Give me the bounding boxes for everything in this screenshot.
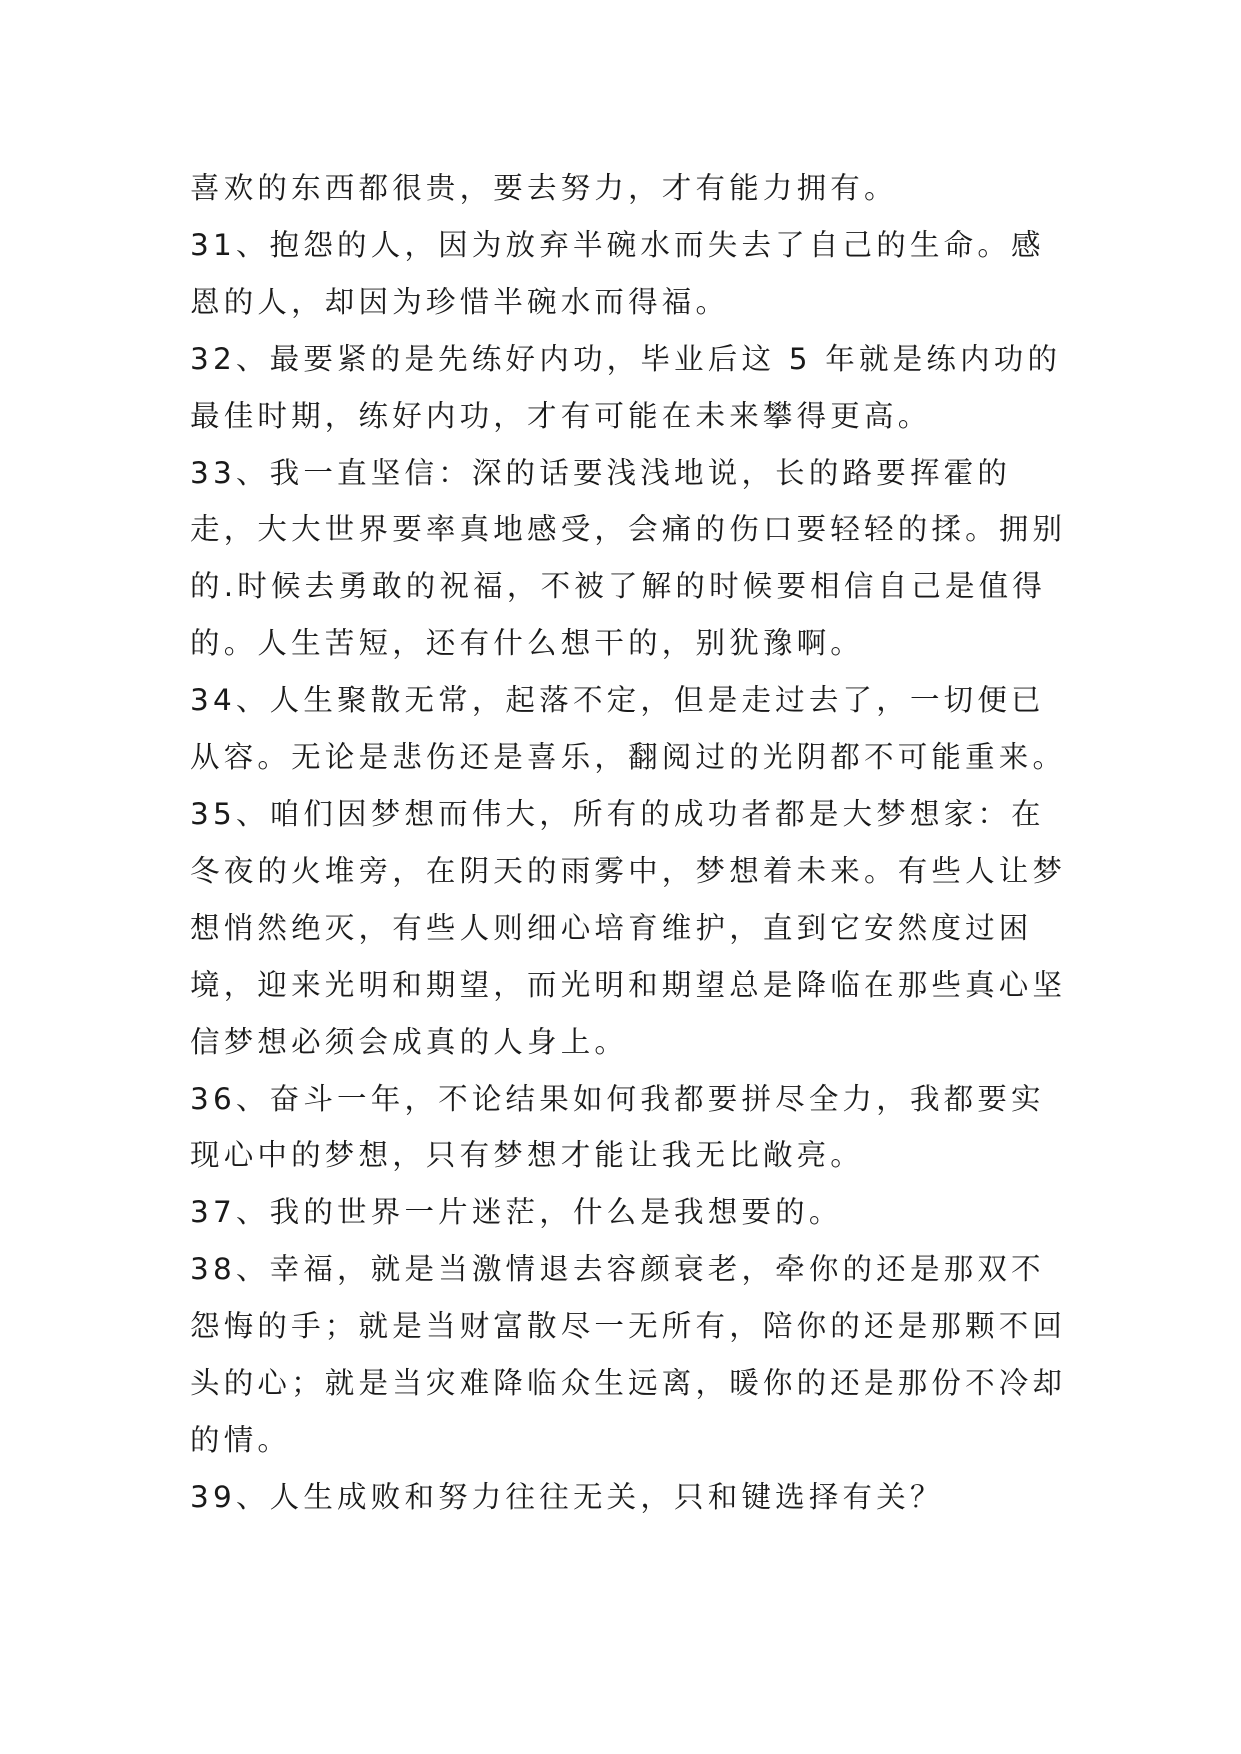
paragraph-36: 36、奋斗一年，不论结果如何我都要拼尽全力，我都要实现心中的梦想，只有梦想才能让我无比敞亮。 — [190, 1081, 1045, 1173]
paragraph-32: 32、最要紧的是先练好内功，毕业后这 5 年就是练内功的最佳时期，练好内功，才有可能在未来攀得更高。 — [190, 341, 1062, 433]
paragraph-33: 33、我一直坚信：深的话要浅浅地说，长的路要挥霍的走，大大世界要率真地感受，会痛的伤口要轻轻的揉。拥别的.时候去勇敢的祝福，不被了解的时候要相信自己是值得的。人生苦短，还有什么想干的，别犹豫啊。 — [190, 455, 1067, 661]
paragraph-35: 35、咱们因梦想而伟大，所有的成功者都是大梦想家：在冬夜的火堆旁，在阴天的雨雾中，梦想着未来。有些人让梦想悄然绝灭，有些人则细心培育维护，直到它安然度过困境，迎来光明和期望，而光明和期望总是降临在那些真心坚信梦想必须会成真的人身上。 — [190, 796, 1067, 1059]
paragraph-39: 39、人生成败和努力往往无关，只和键选择有关？ — [190, 1479, 944, 1514]
paragraph-31: 31、抱怨的人，因为放弃半碗水而失去了自己的生命。感恩的人，却因为珍惜半碗水而得福。 — [190, 227, 1045, 319]
document-body — [190, 160, 1070, 1526]
paragraph-34: 34、人生聚散无常，起落不定，但是走过去了，一切便已从容。无论是悲伤还是喜乐，翻阅过的光阴都不可能重来。 — [190, 683, 1067, 775]
paragraph-30-tail: 喜欢的东西都很贵，要去努力，才有能力拥有。 — [190, 171, 898, 205]
paragraph-38: 38、幸福，就是当激情退去容颜衰老，牵你的还是那双不怨悔的手；就是当财富散尽一无所有，陪你的还是那颗不回头的心；就是当灾难降临众生远离，暖你的还是那份不冷却的情。 — [190, 1252, 1067, 1457]
paragraph-37: 37、我的世界一片迷茫，什么是我想要的。 — [190, 1195, 843, 1230]
